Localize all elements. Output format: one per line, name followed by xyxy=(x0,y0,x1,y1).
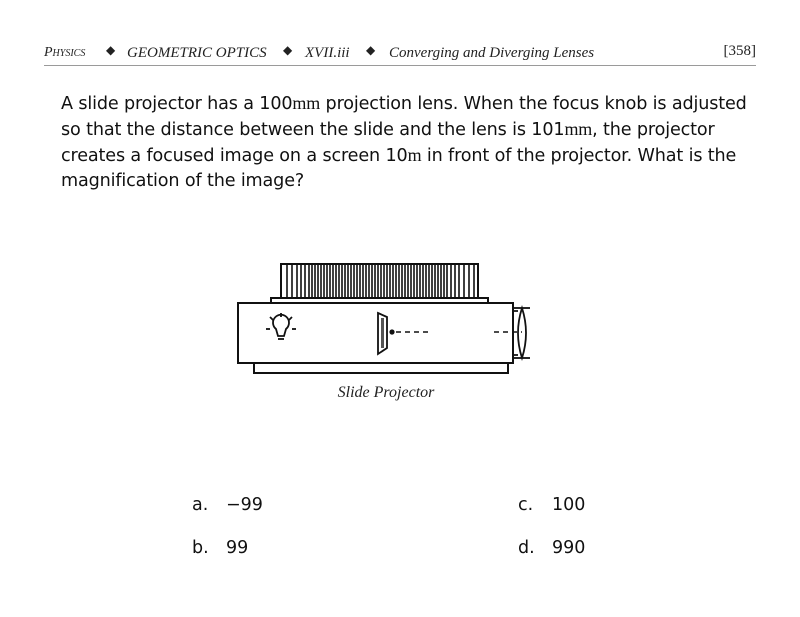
slide-tray xyxy=(271,264,488,303)
choice-value: 100 xyxy=(552,495,586,515)
answer-choice-c[interactable] xyxy=(518,495,585,515)
unit-label: mm xyxy=(564,119,593,139)
answer-choice-d[interactable] xyxy=(518,538,585,558)
header-rule xyxy=(44,65,756,66)
slide-projector-diagram xyxy=(236,262,546,380)
header-separator: ◆ xyxy=(106,43,116,57)
projector-body xyxy=(238,303,513,373)
choice-value: −99 xyxy=(226,495,263,515)
choice-letter: d. xyxy=(518,538,535,558)
answer-choice-a[interactable] xyxy=(192,495,263,515)
header-subject: Physics xyxy=(44,45,86,60)
header-chapter: GEOMETRIC OPTICS xyxy=(127,45,267,61)
unit-label: mm xyxy=(292,93,321,113)
question-text-part: in front of the projector. What is the magnification of the image? xyxy=(61,146,737,191)
page-header xyxy=(44,41,756,65)
answer-choice-b[interactable] xyxy=(192,538,248,558)
choice-value: 990 xyxy=(552,538,586,558)
question-text-part: , the projector creates a focused image on a screen 10 xyxy=(61,120,715,166)
header-separator: ◆ xyxy=(366,43,376,57)
header-topic: Converging and Diverging Lenses xyxy=(389,45,595,61)
choice-letter: c. xyxy=(518,495,534,515)
page-number: [358] xyxy=(723,43,756,59)
question-text-part: A slide projector has a 100 xyxy=(61,94,293,114)
header-separator: ◆ xyxy=(283,43,293,57)
converging-lens xyxy=(513,303,530,363)
unit-label: m xyxy=(407,145,422,165)
header-section: XVII.iii xyxy=(305,45,350,61)
question-text xyxy=(61,91,751,194)
figure-caption: Slide Projector xyxy=(337,384,435,401)
choice-letter: a. xyxy=(192,495,209,515)
choice-letter: b. xyxy=(192,538,209,558)
question-text-part: projection lens. When the focus knob is adjusted so that the distance between the slide and the lens is 101 xyxy=(61,94,747,140)
choice-value: 99 xyxy=(226,538,249,558)
